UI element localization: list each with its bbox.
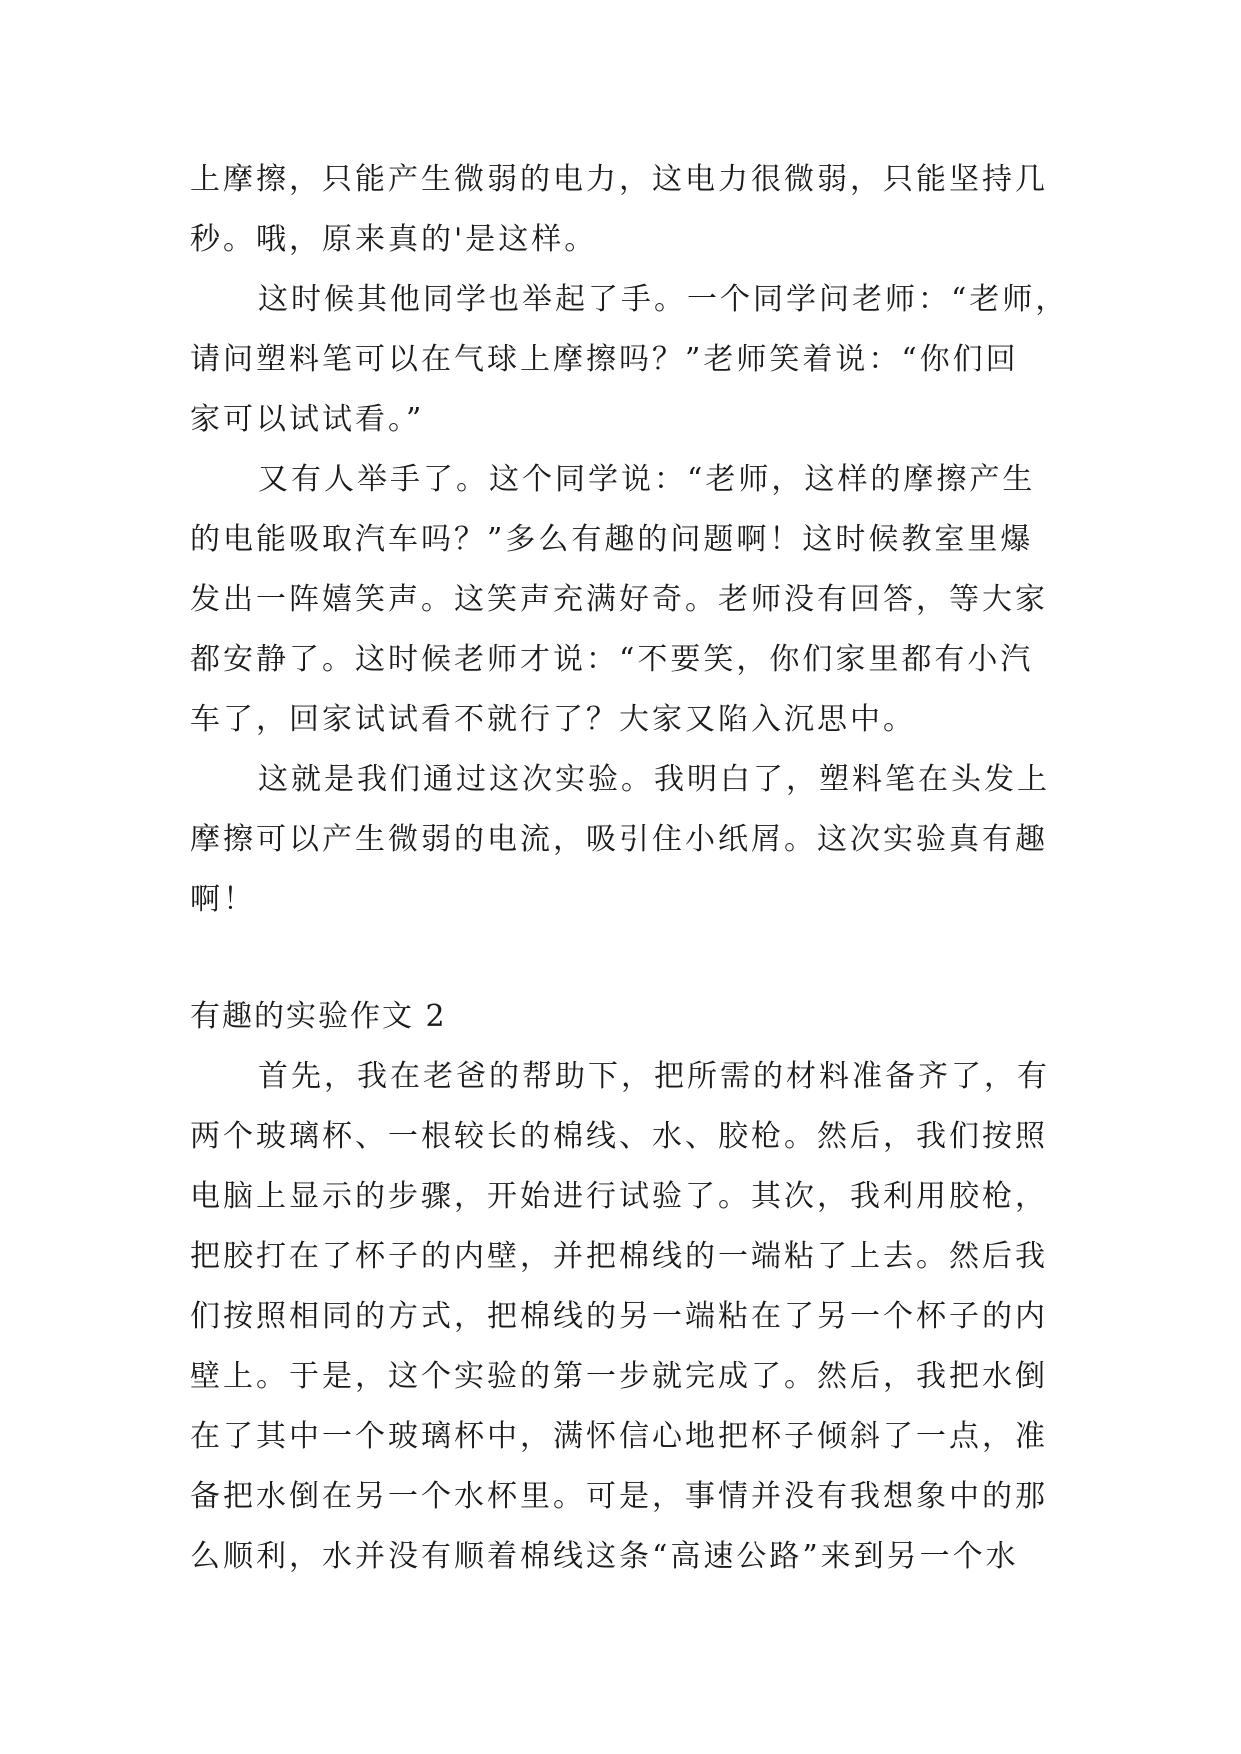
- text-line: 备把水倒在另一个水杯里。可是，事情并没有我想象中的那: [190, 1479, 1048, 1514]
- text-line: 两个玻璃杯、一根较长的棉线、水、胶枪。然后，我们按照: [190, 1119, 1048, 1154]
- text-line: 秒。哦，原来真的'是这样。: [190, 222, 598, 257]
- text-line: 电脑上显示的步骤，开始进行试验了。其次，我利用胶枪，: [190, 1179, 1048, 1214]
- section-title: 有趣的实验作文 2: [190, 999, 447, 1034]
- text-line: 摩擦可以产生微弱的电流，吸引住小纸屑。这次实验真有趣: [190, 822, 1048, 857]
- paragraph-2: [190, 270, 1070, 450]
- text-line: 车了，回家试试看不就行了？大家又陷入沉思中。: [190, 702, 916, 737]
- paragraph-4: [190, 750, 1070, 930]
- text-line: 把胶打在了杯子的内壁，并把棉线的一端粘了上去。然后我: [190, 1239, 1048, 1274]
- text-line: 这时候其他同学也举起了手。一个同学问老师：“老师，: [258, 282, 1069, 317]
- text-line: 这就是我们通过这次实验。我明白了，塑料笔在头发上: [258, 762, 1050, 797]
- text-line: 上摩擦，只能产生微弱的电力，这电力很微弱，只能坚持几: [190, 162, 1048, 197]
- text-line: 的电能吸取汽车吗？”多么有趣的问题啊！这时候教室里爆: [190, 522, 1034, 557]
- text-line: 家可以试试看。”: [190, 402, 425, 437]
- text-line: 壁上。于是，这个实验的第一步就完成了。然后，我把水倒: [190, 1359, 1048, 1394]
- text-line: 请问塑料笔可以在气球上摩擦吗？”老师笑着说：“你们回: [190, 342, 1019, 377]
- section-spacer: [190, 930, 1070, 987]
- text-line: 啊！: [190, 882, 256, 917]
- text-line: 又有人举手了。这个同学说：“老师，这样的摩擦产生: [258, 462, 1036, 497]
- text-line: 都安静了。这时候老师才说：“不要笑，你们家里都有小汽: [190, 642, 1034, 677]
- text-line: 么顺利，水并没有顺着棉线这条“高速公路”来到另一个水: [190, 1539, 1019, 1574]
- text-line: 发出一阵嬉笑声。这笑声充满好奇。老师没有回答，等大家: [190, 582, 1048, 617]
- document-body: [190, 150, 1070, 1587]
- text-line: 在了其中一个玻璃杯中，满怀信心地把杯子倾斜了一点，准: [190, 1419, 1048, 1454]
- text-line: 们按照相同的方式，把棉线的另一端粘在了另一个杯子的内: [190, 1299, 1048, 1334]
- text-line: 首先，我在老爸的帮助下，把所需的材料准备齐了，有: [258, 1059, 1050, 1094]
- paragraph-3: [190, 450, 1070, 750]
- paragraph-5: [190, 1047, 1070, 1587]
- paragraph-1: [190, 150, 1070, 270]
